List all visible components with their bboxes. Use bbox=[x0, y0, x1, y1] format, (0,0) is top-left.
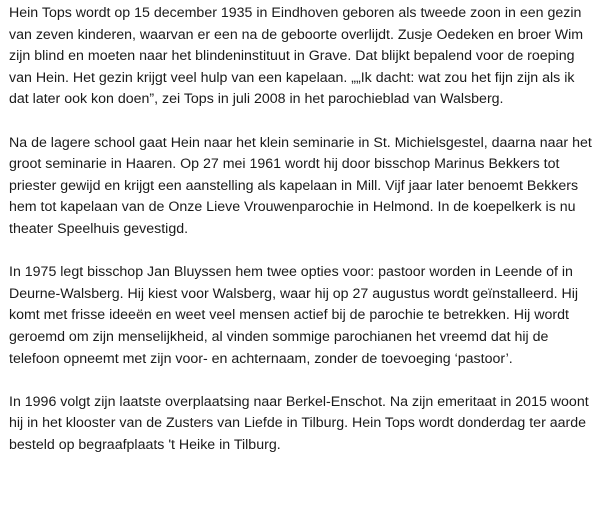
paragraph-birth: Hein Tops wordt op 15 december 1935 in Eindhoven geboren als tweede zoon in een gezin van zeven kinderen, waarvan er een na de geboorte overlijdt. Zusje Oedeken en broer Wim zijn blind en moeten naar het blindeninstituut in Grave. Dat blijkt bepalend voor de roeping van Hein. Het gezin krijgt veel hulp van een kapelaan. „„Ik dacht: wat zou het fijn zijn als ik dat later ook kon doen”, zei Tops in juli 2008 in het parochieblad van Walsberg. bbox=[9, 5, 584, 108]
article-body bbox=[9, 3, 595, 456]
paragraph-walsberg: In 1975 legt bisschop Jan Bluyssen hem twee opties voor: pastoor worden in Leende of in Deurne-Walsberg. Hij kiest voor Walsberg, waar hij op 27 augustus wordt geïnstalleerd. Hij komt met frisse ideeën en weet veel mensen actief bij de parochie te betrekken. Hij wordt geroemd om zijn menselijkheid, al vinden sommige parochianen het vreemd dat hij de telefoon opneemt met zijn voor- en achternaam, zonder de toevoeging ‘pastoor’. bbox=[9, 264, 579, 367]
paragraph-berkel-enschot: In 1996 volgt zijn laatste overplaatsing naar Berkel-Enschot. Na zijn emeritaat in 2015 woont hij in het klooster van de Zusters van Liefde in Tilburg. Hein Tops wordt donderdag ter aarde besteld op begraafplaats 't Heike in Tilburg. bbox=[9, 393, 589, 453]
paragraph-seminary: Na de lagere school gaat Hein naar het klein seminarie in St. Michielsgestel, daarna naar het groot seminarie in Haaren. Op 27 mei 1961 wordt hij door bisschop Marinus Bekkers tot priester gewijd en krijgt een aanstelling als kapelaan in Mill. Vijf jaar later benoemt Bekkers hem tot kapelaan van de Onze Lieve Vrouwenparochie in Helmond. In de koepelkerk is nu theater Speelhuis gevestigd. bbox=[9, 134, 592, 237]
